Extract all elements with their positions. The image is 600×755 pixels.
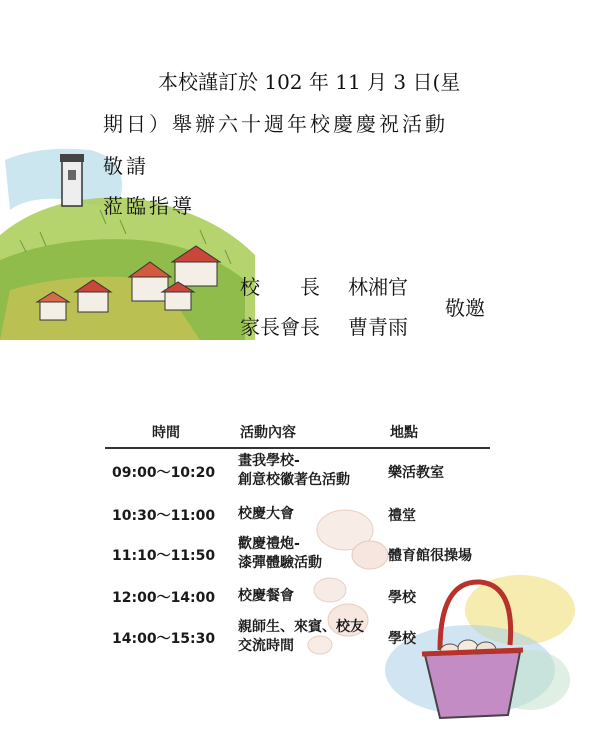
header-time: 時間 <box>152 425 180 441</box>
schedule-place: 學校 <box>388 631 416 647</box>
invitation-line-4: 蒞臨指導 <box>103 194 195 218</box>
activity-line: 畫我學校- <box>238 453 300 469</box>
schedule-place: 體育館很操場 <box>388 548 472 564</box>
schedule-place: 禮堂 <box>388 508 416 524</box>
schedule-time: 10:30～11:00 <box>112 508 216 524</box>
closing-respectfully-invite: 敬邀 <box>445 296 485 320</box>
schedule-place: 學校 <box>388 590 416 606</box>
header-activity: 活動內容 <box>240 425 296 441</box>
schedule-place: 樂活教室 <box>388 465 444 481</box>
schedule-time: 11:10～11:50 <box>112 548 216 564</box>
schedule-activity <box>238 618 388 656</box>
activity-line: 創意校徽著色活動 <box>238 472 350 488</box>
schedule-activity <box>238 535 388 573</box>
activity-line: 漆彈體驗活動 <box>238 555 322 571</box>
pta-chair-title: 家長會長 <box>240 315 320 339</box>
activity-line: 交流時間 <box>238 638 294 654</box>
activity-line: 校慶大會 <box>238 506 294 522</box>
invitation-line-2: 期日）舉辦六十週年校慶慶祝活動 <box>103 112 448 136</box>
activity-line: 親師生、來賓、校友 <box>238 619 364 635</box>
invitation-line-3: 敬請 <box>103 154 149 178</box>
pta-chair-name: 曹青雨 <box>348 315 408 339</box>
principal-title: 校 長 <box>240 275 320 299</box>
schedule-activity <box>238 452 388 490</box>
principal-name: 林湘官 <box>348 275 408 299</box>
invitation-line-1: 本校謹訂於 102 年 11 月 3 日(星 <box>158 70 461 94</box>
schedule-activity <box>238 505 388 524</box>
schedule-activity <box>238 587 388 606</box>
schedule-time: 09:00～10:20 <box>112 465 216 481</box>
header-divider <box>105 447 490 449</box>
schedule-time: 12:00～14:00 <box>112 590 216 606</box>
schedule-time: 14:00～15:30 <box>112 631 216 647</box>
header-place: 地點 <box>390 425 418 441</box>
activity-line: 校慶餐會 <box>238 588 294 604</box>
activity-line: 歡慶禮炮- <box>238 536 300 552</box>
